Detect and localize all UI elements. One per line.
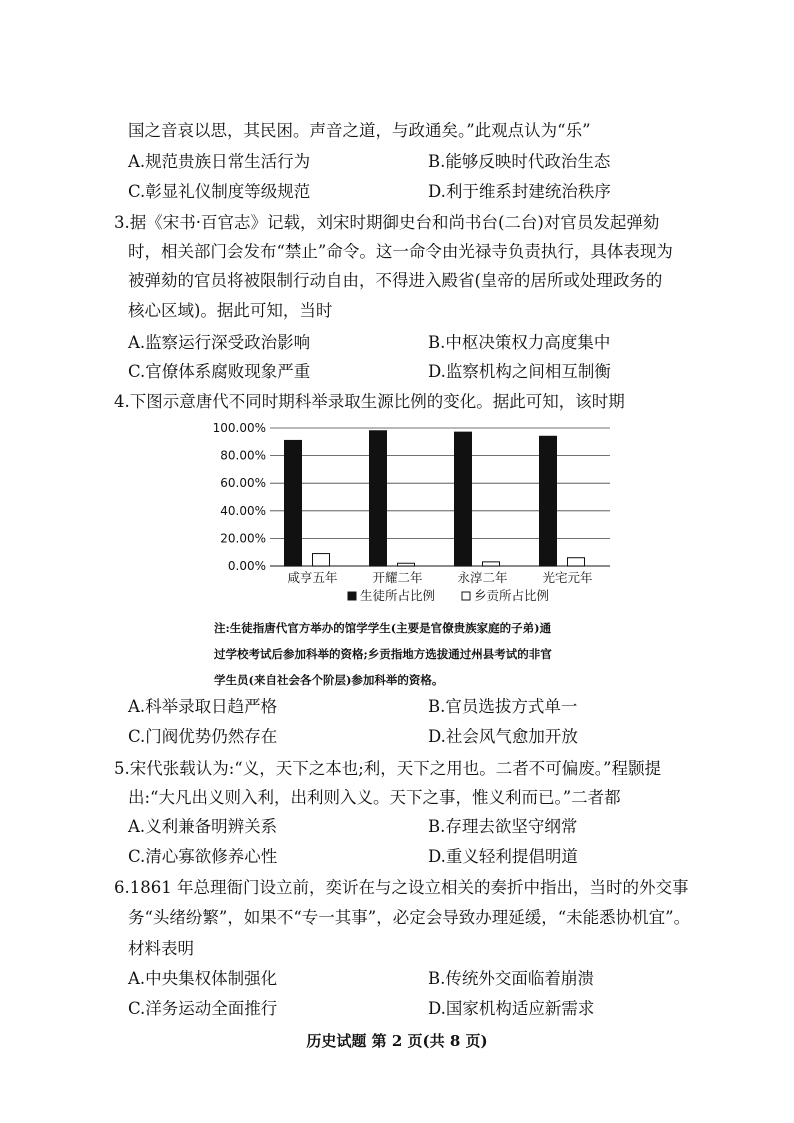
q3-stem-line-4: 核心区域)。据此可知，当时 — [128, 301, 333, 320]
y-tick-label: 0.00% — [227, 559, 266, 573]
x-tick-label: 咸亨五年 — [287, 570, 338, 585]
bar-shengtu — [370, 431, 387, 566]
q3-stem-line-2: 时，相关部门会发布“禁止”命令。这一命令由光禄寺负责执行，具体表现为 — [128, 242, 673, 261]
bar-xianggong — [313, 554, 330, 566]
q6-stem-line-1: 6.1861 年总理衙门设立前，奕䜣在与之设立相关的奏折中指出，当时的外交事 — [114, 878, 689, 897]
bar-xianggong — [398, 563, 415, 566]
q3-stem-line-3: 被弹劾的官员将被限制行动自由，不得进入殿省(皇帝的居所或处理政务的 — [128, 271, 663, 290]
q4-option-c: C.门阀优势仍然存在 — [128, 727, 278, 746]
q4-option-d: D.社会风气愈加开放 — [428, 727, 578, 746]
q3-option-c: C.官僚体系腐败现象严重 — [128, 362, 311, 381]
q4-option-a: A.科举录取日趋严格 — [128, 697, 278, 716]
bar-xianggong — [483, 562, 500, 566]
x-tick-label: 永淳二年 — [457, 570, 508, 585]
q2-option-a: A.规范贵族日常生活行为 — [128, 152, 311, 171]
chart-y-ticks — [213, 421, 266, 573]
q5-option-d: D.重义轻利提倡明道 — [428, 847, 578, 866]
y-tick-label: 80.00% — [220, 448, 266, 463]
q3-option-d: D.监察机构之间相互制衡 — [428, 362, 611, 381]
q4-note-line-1: 注:生徒指唐代官方举办的馆学学生(主要是官僚贵族家庭的子弟)通 — [214, 621, 552, 635]
q6-option-b: B.传统外交面临着崩溃 — [428, 969, 594, 988]
chart-gridlines — [270, 428, 610, 566]
q6-option-c: C.洋务运动全面推行 — [128, 999, 278, 1018]
y-tick-label: 20.00% — [220, 531, 266, 546]
legend-label: 乡贡所占比例 — [474, 588, 550, 603]
q4-stem: 4.下图示意唐代不同时期科举录取生源比例的变化。据此可知，该时期 — [114, 392, 625, 411]
x-tick-label: 光宅元年 — [542, 570, 593, 585]
page-footer: 历史试题 第 2 页(共 8 页) — [306, 1032, 488, 1050]
q6-option-a: A.中央集权体制强化 — [128, 969, 278, 988]
q5-option-c: C.清心寡欲修养心性 — [128, 847, 278, 866]
q4-note-line-3: 学生员(来自社会各个阶层)参加科举的资格。 — [214, 673, 444, 687]
q5-option-b: B.存理去欲坚守纲常 — [428, 817, 578, 836]
q3-option-a: A.监察运行深受政治影响 — [128, 333, 311, 352]
q6-option-d: D.国家机构适应新需求 — [428, 999, 595, 1018]
q6-stem-line-2: 务“头绪纷繁”，如果不“专一其事”，必定会导致办理延缓，“未能悉协机宜”。 — [128, 908, 691, 927]
legend-swatch — [348, 592, 356, 600]
q3-stem-line-1: 3.据《宋书·百官志》记载，刘宋时期御史台和尚书台(二台)对官员发起弹劾 — [114, 213, 660, 232]
q4-option-b: B.官员选拔方式单一 — [428, 697, 578, 716]
chart-bars — [285, 431, 585, 566]
q2-stem-tail: 国之音哀以思，其民困。声音之道，与政通矣。”此观点认为“乐” — [128, 121, 591, 140]
q3-option-b: B.中枢决策权力高度集中 — [428, 333, 611, 352]
q2-option-b: B.能够反映时代政治生态 — [428, 152, 611, 171]
q6-stem-line-3: 材料表明 — [128, 939, 194, 958]
y-tick-label: 40.00% — [220, 503, 266, 518]
legend-swatch — [462, 592, 470, 600]
bar-shengtu — [455, 432, 472, 566]
bar-xianggong — [568, 558, 585, 566]
legend-label: 生徒所占比例 — [360, 588, 436, 603]
bar-shengtu — [540, 436, 557, 566]
q5-option-a: A.义利兼备明辨关系 — [128, 817, 278, 836]
q2-option-c: C.彰显礼仪制度等级规范 — [128, 182, 311, 201]
y-tick-label: 60.00% — [220, 476, 266, 491]
x-tick-label: 开耀二年 — [372, 570, 423, 585]
q5-stem-line-1: 5.宋代张载认为:“义，天下之本也;利，天下之用也。二者不可偏废。”程颢提 — [114, 759, 661, 778]
chart-x-ticks — [287, 570, 592, 585]
q5-stem-line-2: 出:“大凡出义则入利，出利则入义。天下之事，惟义利而已。”二者都 — [128, 788, 621, 807]
enrollment-bar-chart — [200, 410, 620, 610]
y-tick-label: 100.00% — [212, 421, 266, 435]
chart-legend — [348, 588, 549, 603]
q2-option-d: D.利于维系封建统治秩序 — [428, 182, 611, 201]
q4-note-line-2: 过学校考试后参加科举的资格;乡贡指地方选拔通过州县考试的非官 — [214, 647, 552, 661]
bar-shengtu — [285, 440, 302, 566]
